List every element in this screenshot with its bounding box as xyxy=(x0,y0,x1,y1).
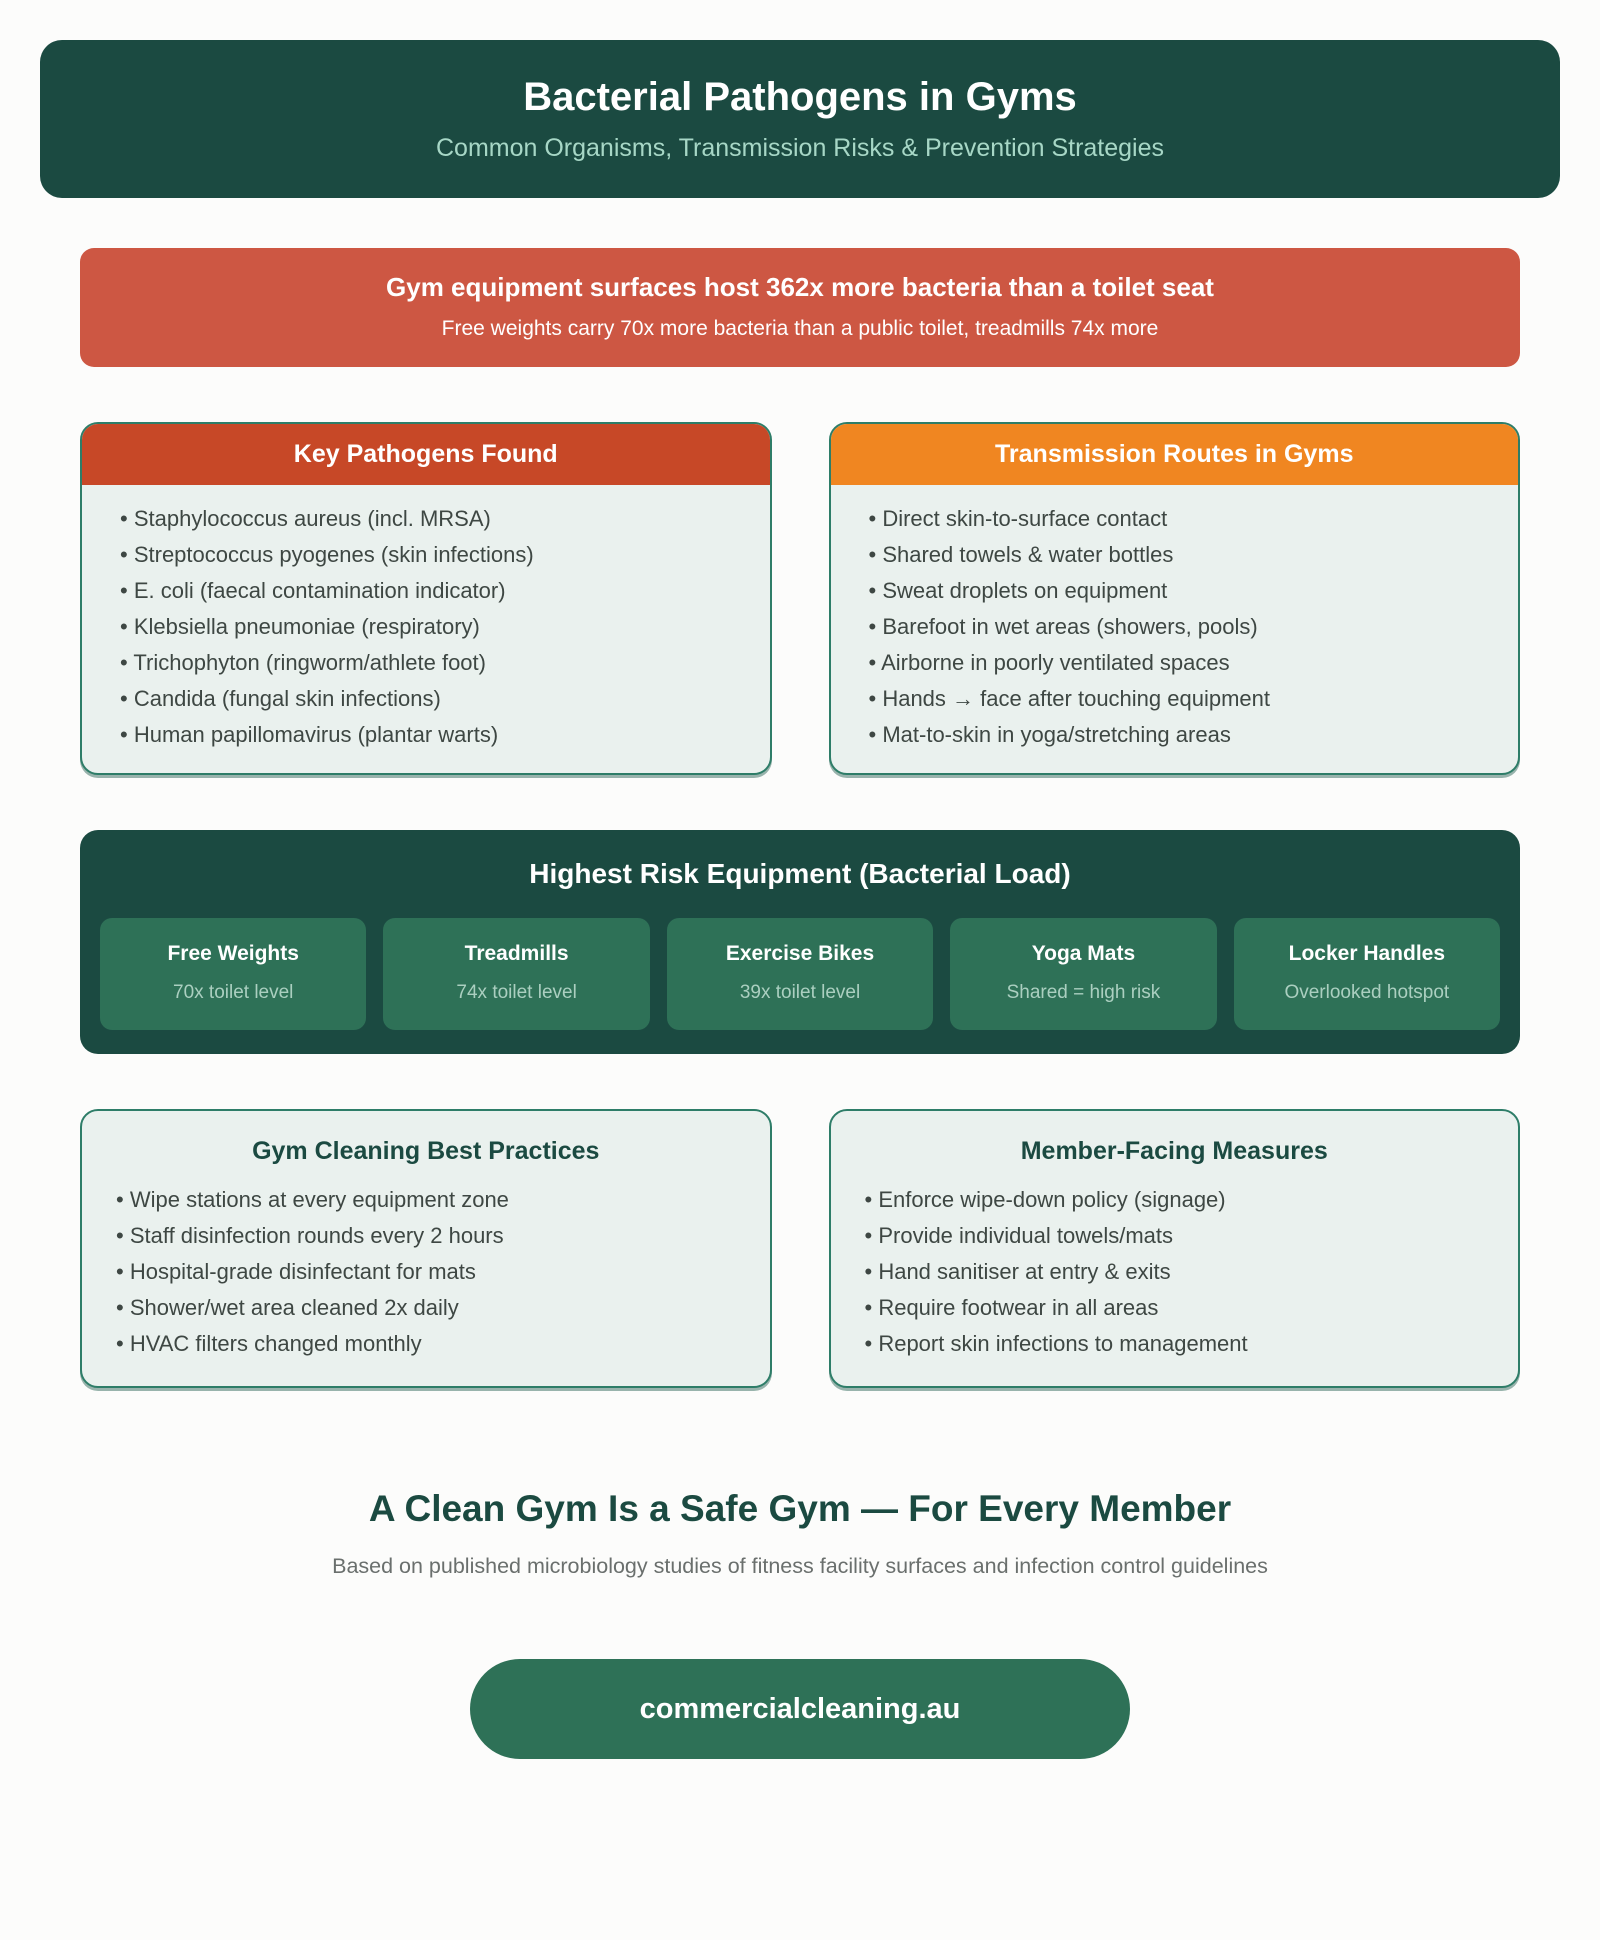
alert-headline: Gym equipment surfaces host 362x more bacteria than a toilet seat xyxy=(386,272,1214,302)
risk-equipment-card xyxy=(950,918,1216,1030)
site-link-button[interactable]: commercialcleaning.au xyxy=(470,1659,1130,1759)
alert-subtext: Free weights carry 70x more bacteria than a public toilet, treadmills 74x more xyxy=(441,317,1159,340)
list-item: • Human papillomavirus (plantar warts) xyxy=(120,717,750,753)
list-item: • Sweat droplets on equipment xyxy=(869,573,1499,609)
key-pathogens-card xyxy=(80,422,772,775)
highest-risk-title: Highest Risk Equipment (Bacterial Load) xyxy=(529,858,1071,889)
member-measures-title: Member-Facing Measures xyxy=(1020,1137,1328,1165)
risk-equipment-name: Exercise Bikes xyxy=(725,942,875,965)
list-item: • Hand sanitiser at entry & exits xyxy=(865,1254,1499,1290)
key-pathogens-card-title: Key Pathogens Found xyxy=(82,424,770,485)
cleaning-practices-list xyxy=(82,1170,770,1386)
highest-risk-panel xyxy=(80,830,1520,1054)
pathogen-transmission-row xyxy=(80,422,1520,775)
transmission-routes-card-title: Transmission Routes in Gyms xyxy=(831,424,1519,485)
list-item: • Barefoot in wet areas (showers, pools) xyxy=(869,609,1499,645)
risk-equipment-detail: 74x toilet level xyxy=(456,982,577,1003)
cleaning-practices-title: Gym Cleaning Best Practices xyxy=(252,1137,600,1165)
list-item: • E. coli (faecal contamination indicator) xyxy=(120,573,750,609)
risk-equipment-detail: Shared = high risk xyxy=(1006,982,1161,1003)
list-item: • Trichophyton (ringworm/athlete foot) xyxy=(120,645,750,681)
risk-equipment-card xyxy=(100,918,366,1030)
list-item: • Direct skin-to-surface contact xyxy=(869,501,1499,537)
list-item: • Shower/wet area cleaned 2x daily xyxy=(116,1290,750,1326)
list-item: • Candida (fungal skin infections) xyxy=(120,681,750,717)
transmission-routes-list xyxy=(831,485,1519,773)
risk-equipment-card xyxy=(383,918,649,1030)
list-item: • Streptococcus pyogenes (skin infections) xyxy=(120,537,750,573)
list-item: • Mat-to-skin in yoga/stretching areas xyxy=(869,717,1499,753)
footer-headline: A Clean Gym Is a Safe Gym — For Every Member xyxy=(368,1488,1232,1529)
risk-equipment-detail: Overlooked hotspot xyxy=(1284,982,1450,1003)
highest-risk-cards xyxy=(100,918,1500,1030)
page-header xyxy=(40,40,1560,198)
transmission-routes-card xyxy=(829,422,1521,775)
list-item: • Staphylococcus aureus (incl. MRSA) xyxy=(120,501,750,537)
risk-equipment-name: Yoga Mats xyxy=(1031,942,1136,965)
page-subtitle: Common Organisms, Transmission Risks & Prevention Strategies xyxy=(435,134,1165,162)
practices-row xyxy=(80,1109,1520,1388)
list-item: • Hands → face after touching equipment xyxy=(869,681,1499,717)
cleaning-practices-card xyxy=(80,1109,772,1388)
risk-equipment-card xyxy=(1234,918,1500,1030)
page-title: Bacterial Pathogens in Gyms xyxy=(523,75,1077,119)
footer-note: Based on published microbiology studies of fitness facility surfaces and infection control guidelines xyxy=(332,1554,1268,1578)
risk-equipment-detail: 70x toilet level xyxy=(173,982,294,1003)
list-item: • Shared towels & water bottles xyxy=(869,537,1499,573)
key-pathogens-list xyxy=(82,485,770,773)
list-item: • Require footwear in all areas xyxy=(865,1290,1499,1326)
list-item: • HVAC filters changed monthly xyxy=(116,1326,750,1362)
list-item: • Wipe stations at every equipment zone xyxy=(116,1182,750,1218)
list-item: • Klebsiella pneumoniae (respiratory) xyxy=(120,609,750,645)
member-measures-list xyxy=(831,1170,1519,1386)
risk-equipment-card xyxy=(667,918,933,1030)
risk-equipment-name: Locker Handles xyxy=(1288,942,1446,965)
list-item: • Provide individual towels/mats xyxy=(865,1218,1499,1254)
list-item: • Hospital-grade disinfectant for mats xyxy=(116,1254,750,1290)
risk-equipment-name: Treadmills xyxy=(464,942,569,965)
list-item: • Staff disinfection rounds every 2 hours xyxy=(116,1218,750,1254)
list-item: • Airborne in poorly ventilated spaces xyxy=(869,645,1499,681)
alert-banner xyxy=(80,248,1520,367)
member-measures-card xyxy=(829,1109,1521,1388)
list-item: • Report skin infections to management xyxy=(865,1326,1499,1362)
risk-equipment-detail: 39x toilet level xyxy=(739,982,861,1003)
risk-equipment-name: Free Weights xyxy=(167,942,299,965)
list-item: • Enforce wipe-down policy (signage) xyxy=(865,1182,1499,1218)
